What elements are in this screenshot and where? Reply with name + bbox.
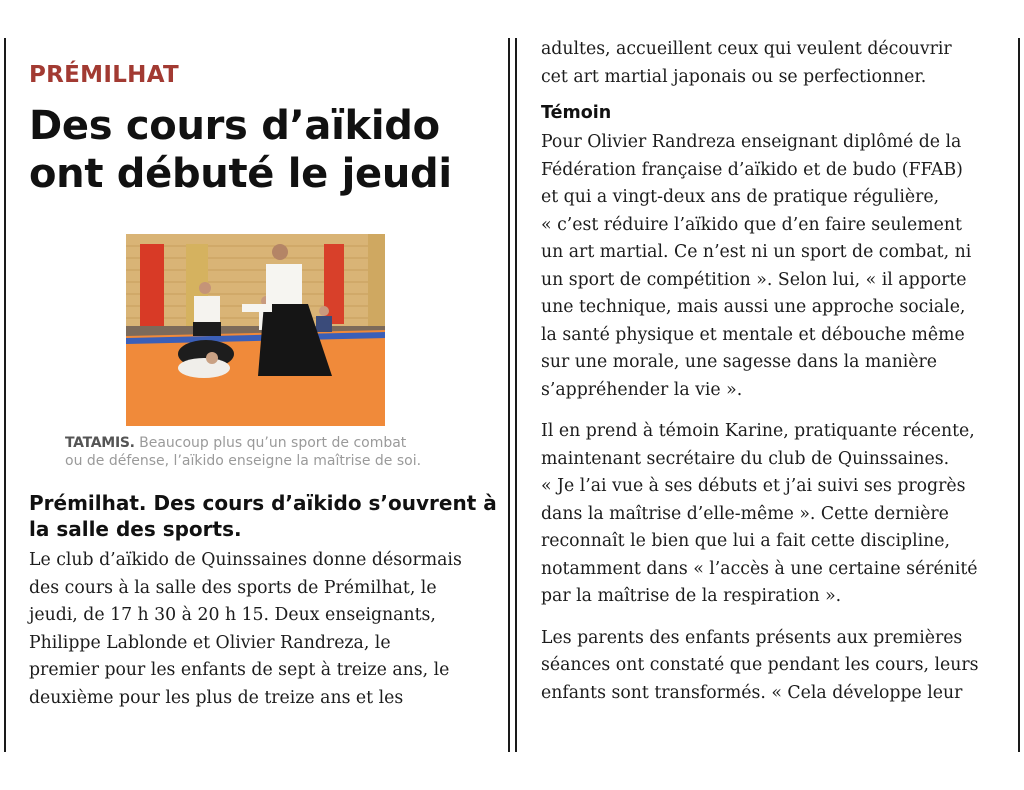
text-line: Il en prend à témoin Karine, pratiquante récente, bbox=[541, 421, 975, 441]
text-line: Les parents des enfants présents aux premières bbox=[541, 627, 963, 648]
text-line: cet art martial japonais ou se perfectionner. bbox=[541, 66, 927, 87]
left-column-body bbox=[29, 547, 499, 712]
column-rule-middle-a bbox=[508, 38, 510, 752]
text-line: un art martial. Ce n’est ni un sport de combat, ni bbox=[541, 242, 972, 262]
text-line: une technique, mais aussi une approche sociale, bbox=[541, 297, 966, 317]
headline-line-1: Des cours d’aïkido bbox=[29, 103, 440, 149]
photo-caption bbox=[65, 434, 465, 470]
text-line: jeudi, de 17 h 30 à 20 h 15. Deux enseignants, bbox=[29, 605, 436, 625]
text-line: Fédération française d’aïkido et de budo (FFAB) bbox=[541, 159, 963, 180]
article-subhead: Prémilhat. Des cours d’aïkido s’ouvrent à la salle des sports. bbox=[29, 491, 497, 541]
body-paragraph-3 bbox=[541, 625, 1001, 708]
text-line: maintenant secrétaire du club de Quinssaines. bbox=[541, 448, 950, 469]
column-rule-middle-b bbox=[515, 38, 517, 752]
section-title: Témoin bbox=[541, 103, 612, 123]
text-line: « Je l’ai vue à ses débuts et j’ai suivi ses progrès bbox=[541, 476, 966, 496]
text-line: un sport de compétition ». Selon lui, « il apporte bbox=[541, 269, 967, 290]
text-line: notamment dans « l’accès à une certaine sérénité bbox=[541, 558, 978, 579]
text-line: des cours à la salle des sports de Prémilhat, le bbox=[29, 577, 437, 598]
body-paragraph-left bbox=[29, 547, 499, 712]
caption-line-1: Beaucoup plus qu’un sport de combat bbox=[134, 435, 407, 451]
text-line: Pour Olivier Randreza enseignant diplômé de la bbox=[541, 132, 962, 152]
text-line: Philippe Lablonde et Olivier Randreza, le bbox=[29, 632, 391, 653]
text-line: s’appréhender la vie ». bbox=[541, 379, 743, 400]
text-line: enfants sont transformés. « Cela développe leur bbox=[541, 682, 963, 703]
text-line: par la maîtrise de la respiration ». bbox=[541, 586, 842, 606]
section-kicker: PRÉMILHAT bbox=[29, 62, 180, 88]
text-line: deuxième pour les plus de treize ans et les bbox=[29, 687, 404, 708]
text-line: sur une morale, une sagesse dans la manière bbox=[541, 352, 937, 372]
text-line: la santé physique et mentale et débouche même bbox=[541, 324, 965, 345]
caption-line-2: ou de défense, l’aïkido enseigne la maîtrise de soi. bbox=[65, 453, 422, 469]
text-line: « c’est réduire l’aïkido que d’en faire seulement bbox=[541, 214, 962, 235]
article-photo bbox=[126, 234, 385, 426]
column-rule-left bbox=[4, 38, 6, 752]
text-line: Le club d’aïkido de Quinssaines donne désormais bbox=[29, 550, 462, 570]
left-column-header bbox=[29, 62, 489, 198]
body-paragraph-2 bbox=[541, 418, 1001, 611]
headline-line-2: ont débuté le jeudi bbox=[29, 151, 452, 197]
text-line: premier pour les enfants de sept à treize ans, le bbox=[29, 660, 450, 680]
right-column bbox=[541, 36, 1001, 707]
text-line: et qui a vingt-deux ans de pratique régulière, bbox=[541, 187, 940, 207]
text-line: séances ont constaté que pendant les cours, leurs bbox=[541, 655, 979, 675]
text-line: adultes, accueillent ceux qui veulent découvrir bbox=[541, 39, 952, 59]
text-line: dans la maîtrise d’elle-même ». Cette dernière bbox=[541, 503, 949, 524]
column-rule-right bbox=[1018, 38, 1020, 752]
caption-lead: TATAMIS. bbox=[65, 435, 135, 451]
body-paragraph-1 bbox=[541, 129, 1001, 404]
body-paragraph-continued bbox=[541, 36, 1001, 91]
article-headline bbox=[29, 102, 489, 198]
text-line: reconnaît le bien que lui a fait cette discipline, bbox=[541, 531, 950, 551]
